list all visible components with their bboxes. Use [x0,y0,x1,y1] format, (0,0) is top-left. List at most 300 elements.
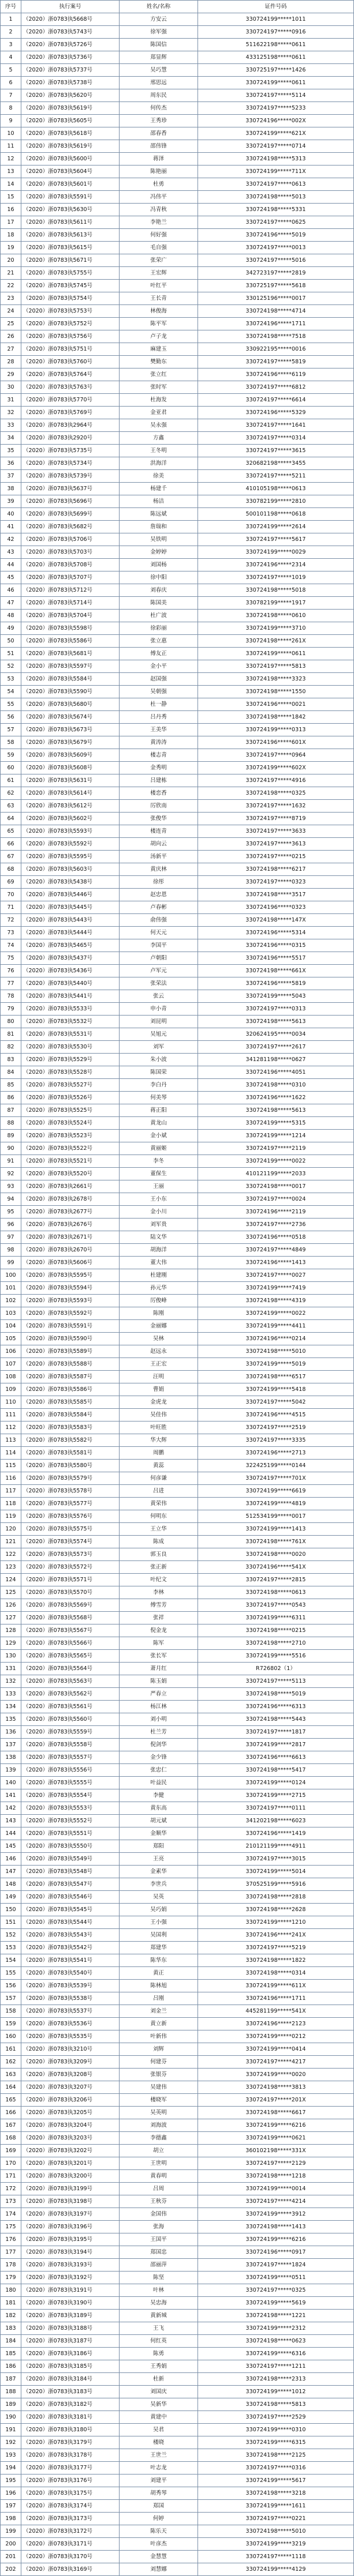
cell-seq: 36 [1,457,21,470]
cell-id-number: 330724197*****1817 [198,1726,354,1739]
cell-name: 陈华东 [120,1954,198,1967]
cell-id-number: 330724197*****201X [198,2094,354,2107]
cell-id-number: 330724199*****5014 [198,1866,354,1878]
cell-seq: 127 [1,1612,21,1624]
cell-name: 吴建伟 [120,2081,198,2094]
cell-seq: 55 [1,698,21,711]
table-row [1,1092,354,1104]
cell-name: 陈坚 [120,2272,198,2284]
cell-id-number: 330724199*****1214 [198,1130,354,1142]
cell-seq: 146 [1,1853,21,1866]
cell-name: 王冬明 [120,445,198,457]
table-row [1,153,354,166]
table-row [1,774,354,787]
cell-id-number: 330724199*****0310 [198,2424,354,2436]
cell-id-number: 330724198*****1413 [198,2221,354,2233]
cell-id-number: 330724197*****0111 [198,1802,354,1815]
cell-name: 陈远斌 [120,508,198,521]
cell-id-number: 330724197*****0916 [198,26,354,39]
table-row [1,2487,354,2500]
cell-name: 李国平 [120,939,198,952]
cell-case-number: （2020）浙0783执5440号 [21,977,120,990]
cell-name: 张银芬 [120,2069,198,2081]
cell-id-number: 330724198*****5010 [198,2525,354,2538]
cell-case-number: （2020）浙0783执5571号 [21,1574,120,1586]
cell-id-number: 330724197*****5042 [198,1396,354,1409]
cell-case-number: （2020）浙0783执5589号 [21,1345,120,1358]
cell-name: 黄龙山 [120,1117,198,1130]
cell-seq: 175 [1,2221,21,2233]
cell-name: 黄涛涛 [120,736,198,749]
cell-id-number: 330724197*****2529 [198,2411,354,2424]
cell-seq: 193 [1,2449,21,2462]
cell-name: 楼晓军 [120,2094,198,2107]
cell-name: 王世兰 [120,2449,198,2462]
cell-name: 吕进 [120,1485,198,1498]
cell-case-number: （2020）浙0783执5561号 [21,1701,120,1713]
cell-name: 何彦谦 [120,1472,198,1485]
cell-id-number: 330724197*****0215 [198,851,354,863]
cell-seq: 34 [1,432,21,445]
cell-case-number: （2020）浙0783执5679号 [21,736,120,749]
cell-case-number: （2020）浙0783执5560号 [21,1713,120,1726]
cell-case-number: （2020）浙0783执3175号 [21,2487,120,2500]
table-row [1,242,354,254]
cell-id-number: 330724196*****1622 [198,1092,354,1104]
table-row [1,711,354,724]
cell-seq: 74 [1,939,21,952]
cell-case-number: （2020）浙0783执3206号 [21,2094,120,2107]
cell-id-number: 330724199*****1611 [198,2500,354,2513]
cell-seq: 27 [1,343,21,356]
cell-id-number: 330724197*****0625 [198,216,354,229]
cell-id-number: 330724196*****2314 [198,559,354,571]
cell-name: 何红英 [120,2335,198,2348]
cell-seq: 137 [1,1739,21,1751]
cell-name: 金慧慧 [120,2551,198,2563]
cell-id-number: 330724196*****5019 [198,229,354,242]
cell-name: 冯青秋 [120,204,198,216]
cell-case-number: （2020）浙0783执5568号 [21,1612,120,1624]
cell-name: 汤新平 [120,851,198,863]
table-row [1,495,354,508]
cell-case-number: （2020）浙0783执5522号 [21,1142,120,1155]
cell-seq: 182 [1,2310,21,2322]
cell-case-number: （2020）浙0783执5590号 [21,686,120,698]
cell-case-number: （2020）浙0783执5575号 [21,1523,120,1536]
cell-id-number: 330724199*****0511 [198,2272,354,2284]
table-row [1,1586,354,1599]
table-row [1,1117,354,1130]
cell-name: 陈国信 [120,39,198,51]
cell-seq: 51 [1,648,21,660]
cell-case-number: （2020）浙0783执3209号 [21,2056,120,2069]
cell-id-number: 330724198*****2125 [198,2449,354,2462]
cell-case-number: （2020）浙0783执3170号 [21,2551,120,2563]
cell-name: 刘海波 [120,2119,198,2132]
cell-name: 朱小波 [120,1054,198,1066]
table-row [1,2335,354,2348]
cell-name: 张荣法 [120,977,198,990]
cell-case-number: （2020）浙0783执5703号 [21,546,120,559]
cell-seq: 24 [1,305,21,318]
cell-name: 华大辉 [120,1434,198,1447]
cell-name: 金虎龙 [120,1396,198,1409]
cell-seq: 66 [1,838,21,851]
table-row [1,2005,354,2018]
cell-id-number: 330724199*****0020 [198,2069,354,2081]
cell-id-number: 330724198*****1221 [198,2310,354,2322]
cell-seq: 200 [1,2538,21,2551]
cell-name: 陈艳丽 [120,166,198,178]
cell-name: 黄正 [120,1967,198,1980]
cell-seq: 57 [1,724,21,736]
cell-id-number: 330724196*****5314 [198,927,354,939]
cell-seq: 164 [1,2081,21,2094]
cell-id-number: 330724196*****4051 [198,1066,354,1079]
cell-name: 杜广波 [120,610,198,622]
cell-case-number: （2020）浙0783执5576号 [21,1510,120,1523]
table-row [1,686,354,698]
cell-case-number: （2020）浙0783执3196号 [21,2221,120,2233]
cell-name: 杨江林 [120,1701,198,1713]
cell-name: 吴永强 [120,419,198,432]
table-row [1,2322,354,2335]
cell-seq: 158 [1,2005,21,2018]
cell-name: 刘小明 [120,1713,198,1726]
table-row [1,356,354,368]
cell-case-number: （2020）浙0783执5574号 [21,1536,120,1548]
table-row [1,2170,354,2183]
cell-id-number: 330724199*****0022 [198,1155,354,1168]
cell-case-number: （2020）浙0783执5770号 [21,394,120,407]
cell-name: 张云 [120,990,198,1003]
table-row [1,1777,354,1789]
cell-id-number: 330724197*****2617 [198,1041,354,1054]
cell-seq: 156 [1,1980,21,1992]
table-row [1,2424,354,2436]
cell-id-number: 330724197*****2519 [198,1421,354,1434]
cell-case-number: （2020）浙0783执5556号 [21,1764,120,1777]
cell-case-number: （2020）浙0783执5615号 [21,242,120,254]
cell-seq: 91 [1,1155,21,1168]
cell-seq: 192 [1,2436,21,2449]
cell-id-number: 330724198*****0020 [198,1548,354,1561]
cell-seq: 173 [1,2195,21,2208]
table-row [1,2208,354,2221]
table-row [1,1802,354,1815]
cell-name: 杨洁 [120,495,198,508]
cell-case-number: （2020）浙0783执5736号 [21,51,120,64]
cell-id-number: 330724198*****0610 [198,610,354,622]
cell-case-number: （2020）浙0783执3205号 [21,2107,120,2119]
cell-name: 吴佳伟 [120,1409,198,1421]
cell-case-number: （2020）浙0783执3193号 [21,2259,120,2272]
cell-case-number: （2020）浙0783执5541号 [21,1954,120,1967]
cell-id-number: 330724196*****5819 [198,977,354,990]
cell-case-number: （2020）浙0783执5605号 [21,115,120,127]
cell-name: 黄蕊 [120,1460,198,1472]
cell-seq: 54 [1,686,21,698]
cell-case-number: （2020）浙0783执5536号 [21,2018,120,2030]
cell-case-number: （2020）浙0783执3197号 [21,2208,120,2221]
table-row [1,1980,354,1992]
cell-case-number: （2020）浙0783执5614号 [21,787,120,800]
cell-seq: 147 [1,1866,21,1878]
cell-name: 邵丽萍 [120,2259,198,2272]
cell-name: 张立红 [120,368,198,381]
cell-seq: 23 [1,292,21,305]
cell-case-number: （2020）浙0783执5586号 [21,635,120,648]
cell-name: 黄立新 [120,2018,198,2030]
table-row [1,1358,354,1371]
cell-seq: 80 [1,1016,21,1028]
cell-case-number: （2020）浙0783执3179号 [21,2436,120,2449]
cell-name: 王丽 [120,1180,198,1193]
cell-case-number: （2020）浙0783执5619号 [21,140,120,153]
cell-seq: 141 [1,1789,21,1802]
table-row [1,1942,354,1954]
cell-id-number: 330724199*****0313 [198,724,354,736]
table-row [1,559,354,571]
cell-case-number: （2020）浙0783执5580号 [21,1460,120,1472]
cell-seq: 30 [1,381,21,394]
cell-id-number: 330724199*****0414 [198,2043,354,2056]
cell-seq: 85 [1,1079,21,1092]
table-row [1,2157,354,2170]
cell-case-number: （2020）浙0783执5547号 [21,1878,120,1891]
cell-case-number: （2020）浙0783执5751号 [21,343,120,356]
cell-case-number: （2020）浙0783执5565号 [21,1650,120,1663]
cell-case-number: （2020）浙0783执5552号 [21,1815,120,1827]
cell-seq: 115 [1,1460,21,1472]
table-row [1,2411,354,2424]
cell-case-number: （2020）浙0783执5572号 [21,1561,120,1574]
cell-name: 郑国 [120,2500,198,2513]
cell-case-number: （2020）浙0783执5582号 [21,1434,120,1447]
table-row [1,2348,354,2360]
cell-name: 何传杰 [120,102,198,115]
cell-seq: 195 [1,2475,21,2487]
cell-seq: 138 [1,1751,21,1764]
cell-id-number: 330724196*****541X [198,1561,354,1574]
cell-seq: 148 [1,1878,21,1891]
table-header-row [1,1,354,13]
cell-seq: 169 [1,2145,21,2157]
table-row [1,1599,354,1612]
table-row [1,2107,354,2119]
cell-name: 王立华 [120,1523,198,1536]
cell-seq: 132 [1,1675,21,1688]
cell-seq: 101 [1,1282,21,1295]
cell-name: 汪明 [120,1371,198,1383]
cell-name: 刘慧娜 [120,2563,198,2576]
cell-name: 张祥 [120,1612,198,1624]
cell-case-number: （2020）浙0783执5754号 [21,292,120,305]
cell-seq: 128 [1,1624,21,1637]
cell-seq: 41 [1,521,21,533]
table-row [1,1142,354,1155]
cell-id-number: 330724198*****4319 [198,1295,354,1307]
cell-id-number: 500101198*****0618 [198,508,354,521]
cell-name: 李健 [120,1789,198,1802]
cell-name: 周东民 [120,89,198,102]
cell-case-number: （2020）浙0783执3207号 [21,2081,120,2094]
table-row [1,1193,354,1206]
cell-case-number: （2020）浙0783执3185号 [21,2360,120,2373]
cell-name: 楼恋香 [120,787,198,800]
cell-id-number: 330724196*****0214 [198,1333,354,1345]
cell-name: 张正新 [120,1561,198,1574]
cell-case-number: （2020）浙0783执5566号 [21,1637,120,1650]
cell-id-number: 330724197*****5016 [198,254,354,267]
cell-seq: 103 [1,1307,21,1320]
cell-id-number: 330724196*****1413 [198,1257,354,1269]
cell-case-number: （2020）浙0783执5444号 [21,927,120,939]
cell-name: 郑国忠 [120,2246,198,2259]
cell-id-number: 330724199*****0014 [198,2183,354,2195]
cell-seq: 179 [1,2272,21,2284]
cell-id-number: 330724197*****5219 [198,1942,354,1954]
cell-id-number: 330724199*****5619 [198,2297,354,2310]
table-row [1,2119,354,2132]
cell-case-number: （2020）浙0783执5707号 [21,571,120,584]
cell-name: 董保生 [120,1168,198,1180]
cell-name: 蒋正阳 [120,1104,198,1117]
cell-seq: 33 [1,419,21,432]
table-row [1,1548,354,1561]
cell-name: 黄东高 [120,1802,198,1815]
cell-seq: 111 [1,1409,21,1421]
cell-id-number: 330724199*****5516 [198,1650,354,1663]
cell-name: 何天元 [120,927,198,939]
table-row [1,204,354,216]
cell-name: 金小斌 [120,1130,198,1142]
table-row [1,2538,354,2551]
cell-case-number: （2020）浙0783执5760号 [21,356,120,368]
cell-id-number: 330724196*****0323 [198,901,354,914]
cell-name: 黄新城 [120,2310,198,2322]
cell-seq: 69 [1,876,21,889]
cell-name: 赵远永 [120,1345,198,1358]
cell-name: 黄春明 [120,2170,198,2183]
cell-id-number: 330724197*****5813 [198,660,354,673]
cell-name: 陈平军 [120,318,198,330]
cell-name: 陈国美 [120,597,198,610]
cell-id-number: 330724196*****0518 [198,1231,354,1244]
cell-seq: 166 [1,2107,21,2119]
table-row [1,2525,354,2538]
cell-name: 方鑫 [120,432,198,445]
cell-seq: 112 [1,1421,21,1434]
cell-name: 厉欣南 [120,800,198,813]
cell-seq: 149 [1,1891,21,1904]
cell-id-number: 330782199*****1917 [198,597,354,610]
cell-name: 叶益民 [120,1777,198,1789]
cell-id-number: 330724199*****2817 [198,1739,354,1751]
table-row [1,292,354,305]
cell-seq: 11 [1,140,21,153]
cell-seq: 73 [1,927,21,939]
table-row [1,851,354,863]
cell-name: 张忠仁 [120,1764,198,1777]
cell-id-number: 330724197*****4849 [198,1244,354,1257]
cell-id-number: 320682198*****3455 [198,457,354,470]
cell-name: 王秋芬 [120,2195,198,2208]
cell-seq: 142 [1,1802,21,1815]
table-row [1,381,354,394]
cell-name: 王小强 [120,1916,198,1929]
cell-case-number: （2020）浙0783执5619号 [21,102,120,115]
cell-seq: 201 [1,2551,21,2563]
cell-id-number: 330724199*****6216 [198,2233,354,2246]
cell-name: 曹娟 [120,1383,198,1396]
cell-name: 金秀明 [120,762,198,774]
table-row [1,2145,354,2157]
table-row [1,1536,354,1548]
table-row [1,1701,354,1713]
table-row [1,2195,354,2208]
cell-case-number: （2020）浙0783执3199号 [21,2183,120,2195]
cell-seq: 71 [1,901,21,914]
cell-seq: 168 [1,2132,21,2145]
cell-name: 杜新 [120,2373,198,2386]
cell-seq: 105 [1,1333,21,1345]
cell-id-number: 330724198*****5443 [198,1713,354,1726]
cell-seq: 15 [1,191,21,204]
cell-seq: 196 [1,2487,21,2500]
cell-name: 赵忠恩 [120,889,198,901]
table-row [1,2233,354,2246]
cell-name: 李林 [120,1586,198,1599]
cell-seq: 174 [1,2208,21,2221]
cell-seq: 92 [1,1168,21,1180]
cell-id-number: 330724197*****701X [198,1472,354,1485]
cell-name: 冯伟平 [120,191,198,204]
cell-id-number: 330724199*****0022 [198,1307,354,1320]
cell-name: 邢思远 [120,77,198,89]
cell-seq: 187 [1,2373,21,2386]
table-row [1,1460,354,1472]
cell-name: 郑显辉 [120,51,198,64]
cell-id-number: 330724199*****2715 [198,1789,354,1802]
table-row [1,216,354,229]
table-row [1,635,354,648]
cell-name: 孙元华 [120,1282,198,1295]
cell-case-number: （2020）浙0783执2661号 [21,1180,120,1193]
cell-case-number: （2020）浙0783执3210号 [21,2043,120,2056]
cell-id-number: 330724198*****0310 [198,1079,354,1092]
table-row [1,1675,354,1688]
cell-seq: 199 [1,2525,21,2538]
cell-id-number: 330724198*****5331 [198,204,354,216]
cell-id-number: 320624195*****0034 [198,1028,354,1041]
cell-id-number: 330725197*****1426 [198,64,354,77]
cell-case-number: （2020）浙0783执5567号 [21,1624,120,1637]
cell-seq: 95 [1,1206,21,1219]
cell-case-number: （2020）浙0783执5618号 [21,127,120,140]
cell-case-number: （2020）浙0783执5673号 [21,724,120,736]
table-row [1,1789,354,1802]
cell-case-number: （2020）浙0783执5743号 [21,26,120,39]
cell-case-number: （2020）浙0783执3180号 [21,2424,120,2436]
cell-case-number: （2020）浙0783执5591号 [21,191,120,204]
table-row [1,2398,354,2411]
cell-name: 陈军 [120,1637,198,1650]
cell-name: 刘金兰 [120,2005,198,2018]
cell-seq: 70 [1,889,21,901]
table-row [1,1054,354,1066]
